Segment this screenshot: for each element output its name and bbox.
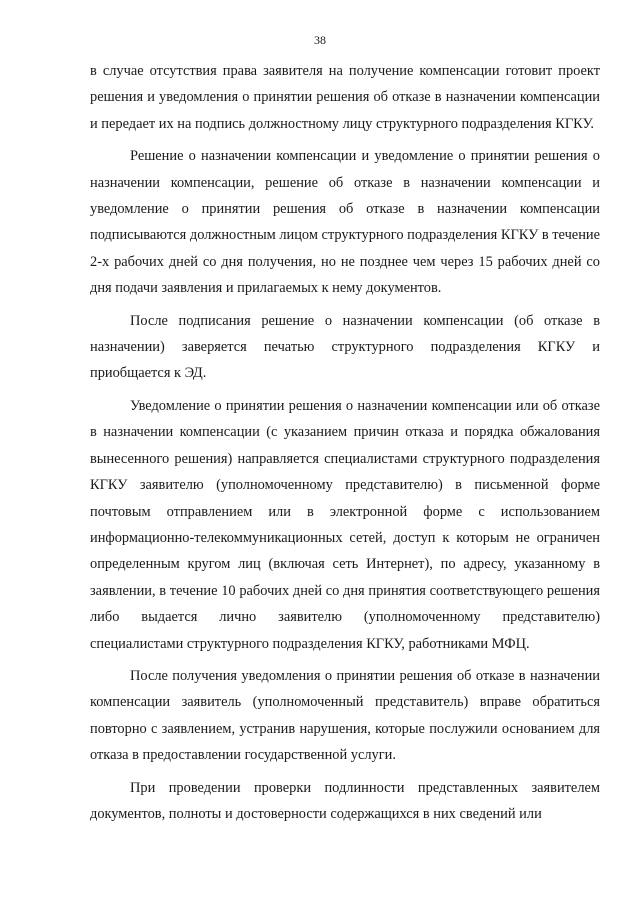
page-number: 38 [314,33,326,47]
paragraph-5: После получения уведомления о принятии решения об отказе в назначении компенсации заявитель (уполномоченный представитель) вправе обратиться повторно с заявлением, устранив нарушения, которые послужили основанием для отказа в предоставлении государственной услуги. [90,667,600,764]
paragraph-1: в случае отсутствия права заявителя на получение компенсации готовит проект решения и уведомления о принятии решения об отказе в назначении компенсации и передает их на подпись должностному лицу структурного подразделения КГКУ. [90,63,600,132]
paragraph-2: Решение о назначении компенсации и уведомление о принятии решения о назначении компенсации, решение об отказе в назначении компенсации и уведомление о принятии решения об отказе в назначении компенсации подписываются должностным лицом структурного подразделения КГКУ в течение 2-х рабочих дней со дня получения, но не позднее чем через 15 рабочих дней со дня подачи заявления и прилагаемых к нему документов. [90,148,600,297]
paragraph-6: При проведении проверки подлинности представленных заявителем документов, полноты и достоверности содержащихся в них сведений или [90,779,600,822]
paragraph-4: Уведомление о принятии решения о назначении компенсации или об отказе в назначении компенсации (с указанием причин отказа и порядка обжалования вынесенного решения) направляется специалистами структурного подразделения КГКУ заявителю (уполномоченному представителю) в письменной форме почтовым отправлением или в электронной форме с использованием информационно-телекоммуникационных сетей, доступ к которым не ограничен определенным кругом лиц (включая сеть Интернет), по адресу, указанному в заявлении, в течение 10 рабочих дней со дня принятия соответствующего решения либо выдается лично заявителю (уполномоченному представителю) специалистами структурного подразделения КГКУ, работниками МФЦ. [90,397,600,652]
document-body [90,58,600,827]
paragraph-3: После подписания решение о назначении компенсации (об отказе в назначении) заверяется печатью структурного подразделения КГКУ и приобщается к ЭД. [90,312,600,382]
